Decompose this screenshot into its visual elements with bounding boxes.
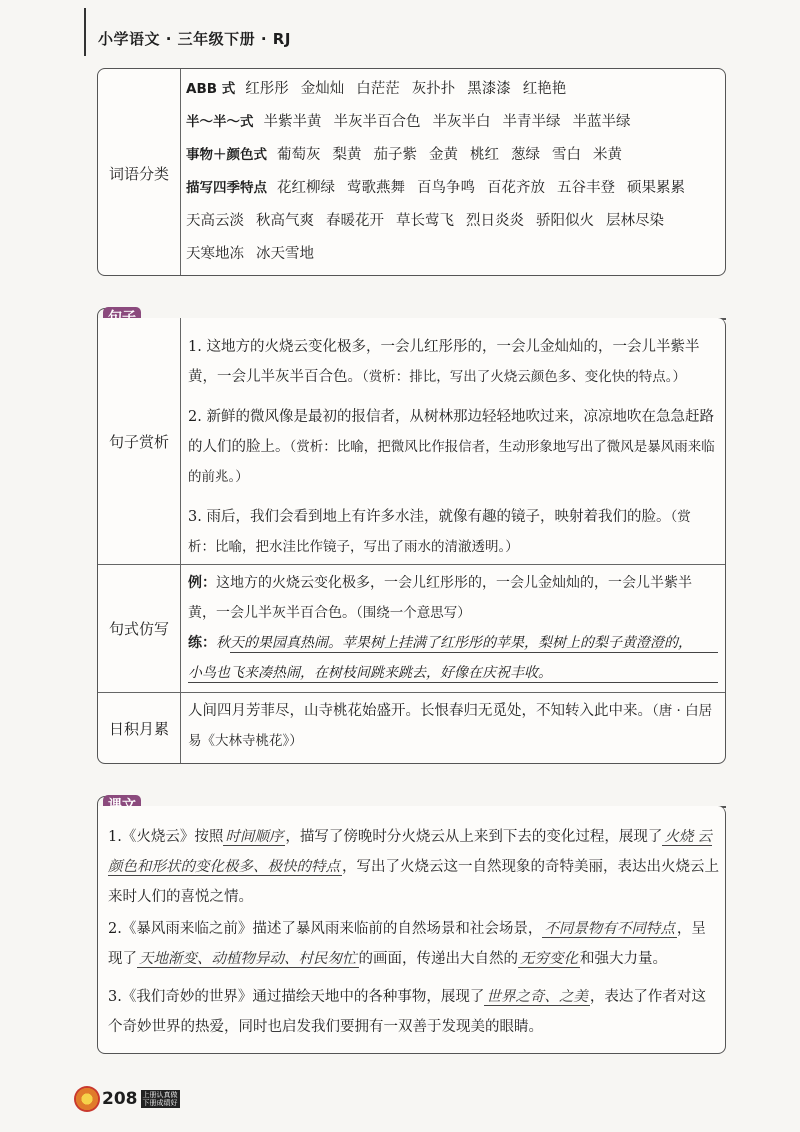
vocab-divider	[180, 69, 181, 275]
sentence-panel	[97, 318, 726, 764]
imitation-label: 句式仿写	[108, 619, 169, 638]
vocab-category-tag: ABB 式	[186, 81, 236, 97]
row-divider-1	[98, 564, 725, 565]
vocab-word: 米黄	[593, 147, 622, 163]
text-summary-2: 2.《暴风雨来临之前》描述了暴风雨来临前的自然场景和社会场景， 不同景物有不同特点 ，呈现了 天地渐变、动植物异动、村民匆忙 的画面，传递出大自然的 无穷变化 和强大力量。	[108, 921, 706, 967]
vocab-row	[186, 143, 634, 164]
appreciation-item-1: 1. 这地方的火烧云变化极多，一会儿红彤彤的，一会儿金灿灿的，一会儿半紫半黄，一会儿半灰半百合色。（赏析：排比，写出了火烧云颜色多、变化快的特点。）	[188, 339, 700, 385]
imitation-example: 例：这地方的火烧云变化极多，一会儿红彤彤的，一会儿金灿灿的，一会儿半紫半黄，一会儿半灰半百合色。（围绕一个意思写）	[188, 575, 692, 621]
vocab-word: 半灰半白	[432, 114, 491, 130]
vocab-word: 花红柳绿	[277, 180, 335, 196]
vocab-row	[186, 77, 578, 98]
vocab-word: 茄子紫	[373, 147, 417, 163]
vocab-category-tag: 半～半～式	[186, 114, 254, 130]
vocab-word: 春暖花开	[326, 213, 384, 229]
vocab-word: 五谷丰登	[557, 180, 615, 196]
imitation-practice-line-2: 小鸟也飞来凑热闹，在树枝间跳来跳去，好像在庆祝丰收。	[188, 665, 552, 681]
practice-underline-2	[188, 682, 718, 683]
vocab-word: 草长莺飞	[396, 213, 454, 229]
vocab-panel	[97, 68, 726, 276]
vocab-word: 半灰半百合色	[333, 114, 421, 130]
vocab-word: 百鸟争鸣	[417, 180, 475, 196]
vocab-word: 天高云淡	[186, 213, 244, 229]
vocab-word: 红艳艳	[522, 81, 567, 97]
vocab-word: 葡萄灰	[277, 147, 321, 163]
sentence-divider	[180, 318, 181, 763]
vocab-word: 烈日炎炎	[466, 213, 524, 229]
vocab-word: 桃红	[470, 147, 499, 163]
vocab-word: 黑漆漆	[467, 81, 511, 97]
text-summary-1: 1.《火烧云》按照 时间顺序 ，描写了傍晚时分火烧云从上来到下去的变化过程，展现了 火烧 云颜色和形状的变化极多、极快的特点 ，写出了火烧云这一自然现象的奇特美丽，表达出火烧云上来时人们的喜悦之情。	[108, 829, 719, 905]
page-number: 208	[102, 1089, 138, 1109]
vocab-word: 红彤彤	[245, 81, 289, 97]
vocab-word: 梨黄	[332, 147, 362, 163]
appreciation-item-2: 2. 新鲜的微风像是最初的报信者，从树林那边轻轻地吹过来，凉凉地吹在急急赶路的人们的脸上。（赏析：比喻，把微风比作报信者，生动形象地写出了微风是暴风雨来临的前兆。）	[188, 409, 715, 485]
vocab-row	[186, 176, 697, 197]
vocab-word: 秋高气爽	[256, 213, 314, 229]
vocab-word: 金黄	[429, 147, 458, 163]
appreciation-item-3: 3. 雨后，我们会看到地上有许多水洼，就像有趣的镜子，映射着我们的脸。（赏析：比喻，把水洼比作镜子，写出了雨水的清澈透明。）	[188, 509, 691, 555]
flower-icon	[74, 1086, 100, 1112]
vocab-word: 灰扑扑	[411, 81, 456, 97]
vocab-word: 半蓝半绿	[572, 114, 631, 130]
practice-underline-1	[230, 652, 718, 653]
vocab-word: 层林尽染	[606, 213, 664, 229]
vocab-category-tag: 事物＋颜色式	[186, 147, 267, 163]
vocab-row	[186, 110, 643, 131]
vocab-row	[186, 242, 326, 263]
vocab-word: 天寒地冻	[186, 246, 244, 262]
vocab-category-tag: 描写四季特点	[186, 180, 267, 196]
vocab-word: 莺歌燕舞	[347, 180, 405, 196]
imitation-practice-line-1: 练：秋天的果园真热闹。苹果树上挂满了红彤彤的苹果，梨树上的梨子黄澄澄的，	[188, 635, 692, 651]
vocab-word: 冰天雪地	[256, 246, 314, 262]
daily-label: 日积月累	[108, 719, 169, 738]
vocab-word: 葱绿	[511, 147, 540, 163]
text-summary-3: 3.《我们奇妙的世界》通过描绘天地中的各种事物，展现了 世界之奇、之美 ，表达了作者对这个奇妙世界的热爱，同时也启发我们要拥有一双善于发现美的眼睛。	[108, 989, 706, 1035]
vocab-word: 雪白	[552, 147, 581, 163]
vocab-word: 骄阳似火	[536, 213, 594, 229]
page-header-title: 小学语文 · 三年级下册 · RJ	[98, 30, 291, 48]
page-footer	[74, 1086, 180, 1112]
vocab-word: 半青半绿	[502, 114, 561, 130]
vocab-word: 金灿灿	[300, 81, 345, 97]
text-panel	[97, 806, 726, 1054]
vocab-label: 词语分类	[108, 164, 169, 183]
row-divider-2	[98, 692, 725, 693]
daily-poem: 人间四月芳菲尽，山寺桃花始盛开。长恨春归无觅处，不知转入此中来。（唐 · 白居易《大林寺桃花》）	[188, 703, 713, 749]
appreciation-label: 句子赏析	[108, 432, 169, 451]
vocab-word: 硕果累累	[627, 180, 685, 196]
vocab-row	[186, 209, 676, 230]
footer-badge: 上册认真做 下册成绩好	[142, 1091, 178, 1107]
header-decor-line	[84, 8, 86, 56]
vocab-word: 百花齐放	[487, 180, 545, 196]
vocab-word: 半紫半黄	[263, 114, 322, 130]
vocab-word: 白茫茫	[356, 81, 400, 97]
